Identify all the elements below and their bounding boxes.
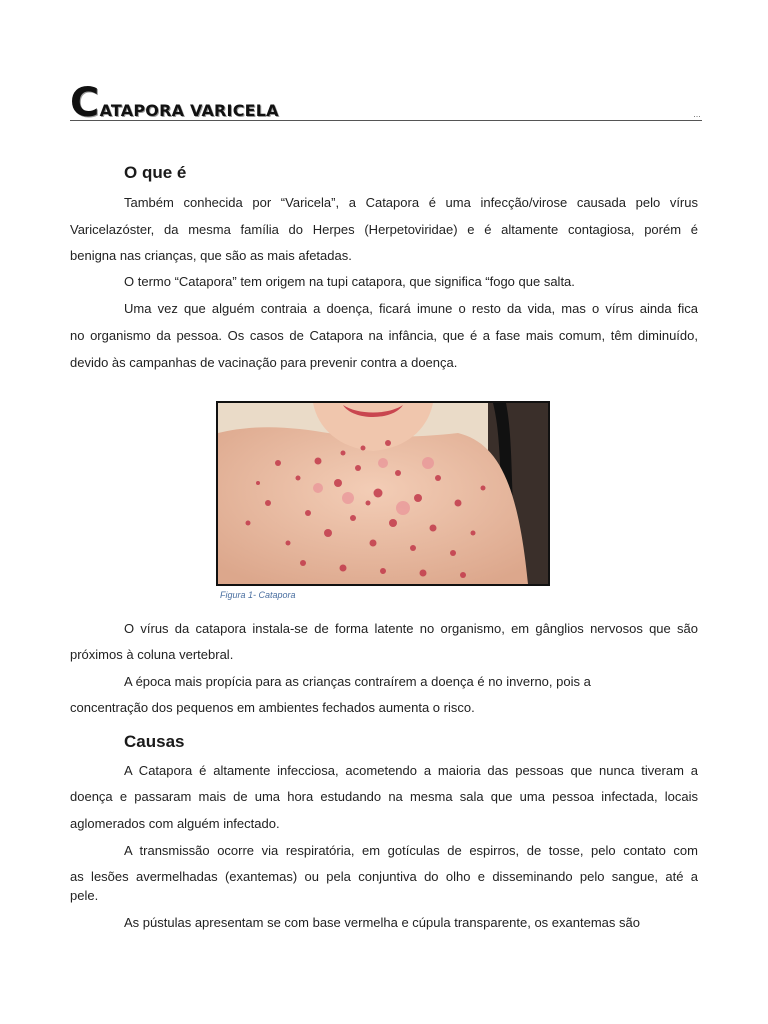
figure-caption: Figura 1- Catapora xyxy=(220,590,296,600)
paragraph-line: as lesões avermelhadas (exantemas) ou pela conjuntiva do olho e disseminando pelo sangue, até a xyxy=(70,869,698,884)
paragraph-line: O vírus da catapora instala-se de forma latente no organismo, em gânglios nervosos que são xyxy=(124,621,698,636)
paragraph-line: devido às campanhas de vacinação para prevenir contra a doença. xyxy=(70,355,458,370)
title-initial: C xyxy=(70,80,100,126)
paragraph-line: próximos à coluna vertebral. xyxy=(70,647,234,662)
paragraph-line: A transmissão ocorre via respiratória, em gotículas de espirros, de tosse, pelo contato com xyxy=(124,843,698,858)
title-rest: ATAPORA VARICELA xyxy=(99,101,279,120)
paragraph-line: A Catapora é altamente infecciosa, acometendo a maioria das pessoas que nunca tiveram a xyxy=(124,763,698,778)
paragraph-line: doença e passaram mais de uma hora estudando na mesma sala que uma pessoa infectada, locais xyxy=(70,789,698,804)
section-heading-o-que-e: O que é xyxy=(124,163,187,182)
paragraph-line: Varicelazóster, da mesma família do Herpes (Herpetoviridae) e é altamente contagiosa, porém é xyxy=(70,222,698,237)
paragraph-line: A época mais propícia para as crianças contraírem a doença é no inverno, pois a xyxy=(124,674,591,689)
paragraph-line: pele. xyxy=(70,888,99,903)
paragraph-line: benigna nas crianças, que são as mais afetadas. xyxy=(70,248,352,263)
title-underline xyxy=(70,120,702,121)
paragraph-line: no organismo da pessoa. Os casos de Catapora na infância, que é a fase mais comum, têm diminuído, xyxy=(70,328,698,343)
paragraph-line: Uma vez que alguém contraia a doença, ficará imune o resto da vida, mas o vírus ainda fica xyxy=(124,301,698,316)
paragraph-line: O termo “Catapora” tem origem na tupi catapora, que significa “fogo que salta. xyxy=(124,274,575,289)
paragraph-line: As pústulas apresentam se com base vermelha e cúpula transparente, os exantemas são xyxy=(124,915,640,930)
paragraph-line: Também conhecida por “Varicela”, a Catapora é uma infecção/virose causada pelo vírus xyxy=(124,195,698,210)
section-heading-causas: Causas xyxy=(124,732,185,751)
figure-photo-chickenpox xyxy=(216,401,550,586)
corner-mark: … xyxy=(693,110,701,119)
paragraph-line: concentração dos pequenos em ambientes fechados aumenta o risco. xyxy=(70,700,475,715)
document-title xyxy=(70,80,279,126)
chickenpox-photo-illustration xyxy=(218,403,548,584)
paragraph-line: aglomerados com alguém infectado. xyxy=(70,816,280,831)
